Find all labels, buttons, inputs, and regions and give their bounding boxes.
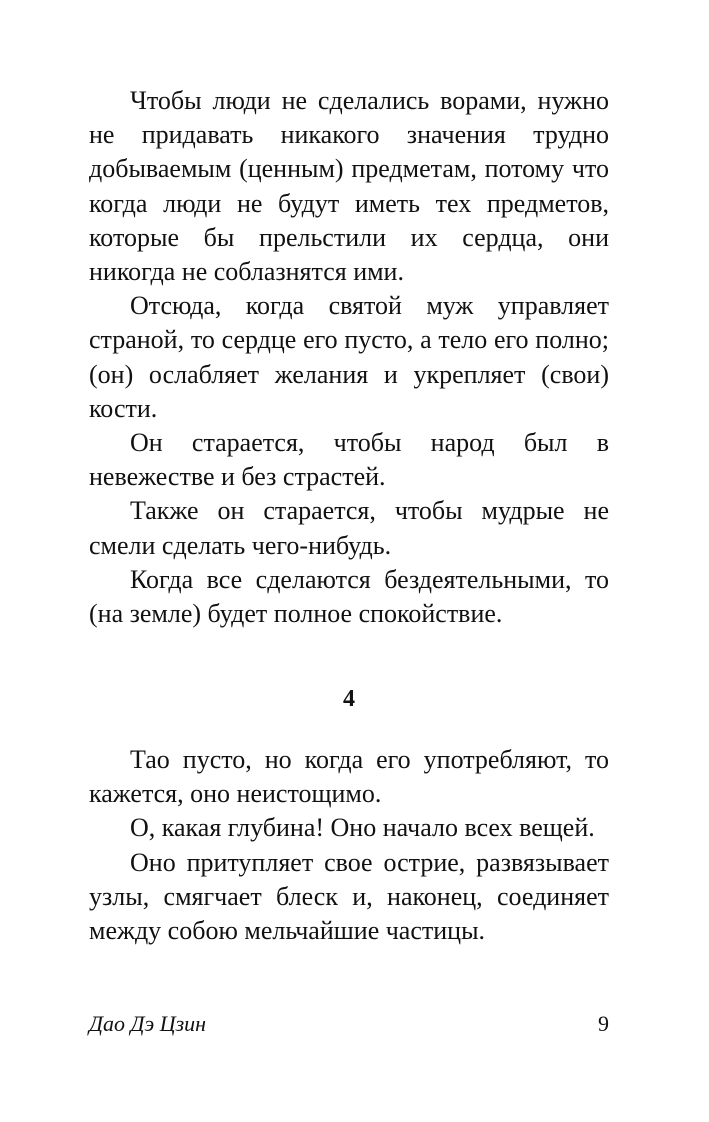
running-footer-title: Дао Дэ Цзин (89, 1011, 207, 1036)
paragraph: Когда все сделаются бездеятельными, то (на земле) будет полное спокойствие. (89, 564, 609, 629)
paragraph: Отсюда, когда святой муж управляет страной, то сердце его пусто, а тело его полно; (он) ослабляет желания и укрепляет (свои) кости. (89, 291, 609, 423)
page-number: 9 (598, 1011, 609, 1036)
paragraph: Также он старается, чтобы мудрые не смели сделать чего-нибудь. (89, 496, 609, 560)
chapter-number: 4 (343, 686, 355, 712)
paragraph: О, какая глубина! Оно начало всех вещей. (130, 813, 595, 843)
paragraph: Чтобы люди не сделались ворами, нужно не придавать никакого значения трудно добываемым (ценным) предметам, потому что когда люди не будут иметь тех предметов, которые бы прельстили их сердца, они никогда не соблазнятся ими. (89, 86, 609, 287)
paragraph: Он старается, чтобы народ был в невежестве и без страстей. (89, 428, 609, 492)
paragraph: Оно притупляет свое острие, развязывает узлы, смягчает блеск и, наконец, соединяет между собою мельчайшие частицы. (89, 847, 609, 946)
text-section-two (89, 743, 609, 948)
paragraph: Тао пусто, но когда его употребляют, то кажется, оно неистощимо. (89, 745, 609, 809)
text-section-one (89, 84, 609, 631)
